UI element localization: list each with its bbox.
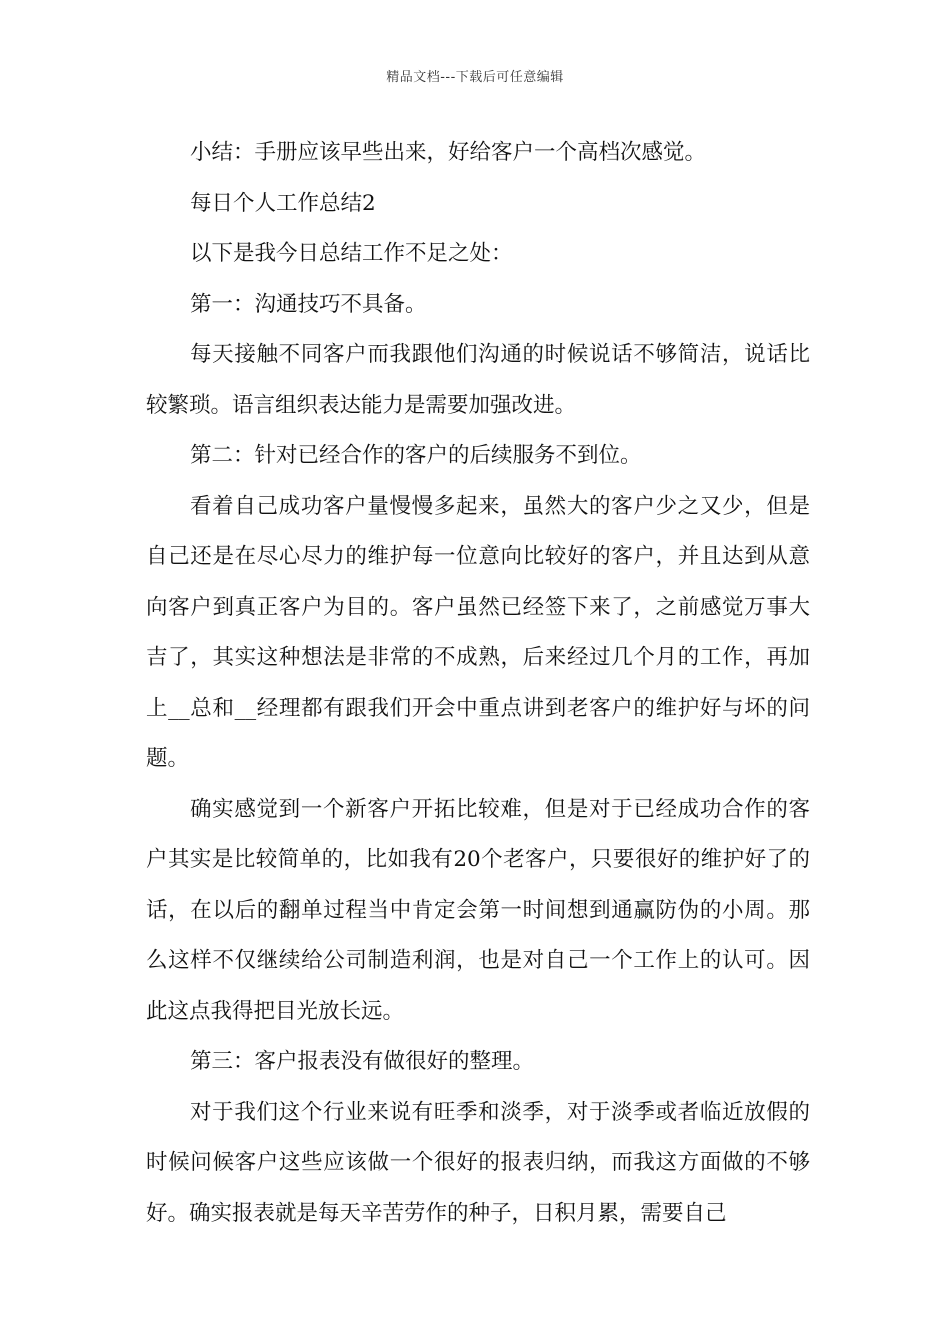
paragraph-intro: 以下是我今日总结工作不足之处： <box>190 241 513 266</box>
paragraph-summary: 小结：手册应该早些出来，好给客户一个高档次感觉。 <box>190 140 707 165</box>
paragraph-point-3: 第三：客户报表没有做很好的整理。 <box>190 1049 535 1074</box>
paragraph-body-4: 对于我们这个行业来说有旺季和淡季，对于淡季或者临近放假的时候问候客户这些应该做一个很好的报表归纳，而我这方面做的不够好。确实报表就是每天辛苦劳作的种子，日积月累，需要自己 <box>146 1099 810 1226</box>
paragraph-body-3: 确实感觉到一个新客户开拓比较难，但是对于已经成功合作的客户其实是比较简单的，比如我有20个老客户，只要很好的维护好了的话，在以后的翻单过程当中肯定会第一时间想到通赢防伪的小周。那么这样不仅继续给公司制造利润，也是对自己一个工作上的认可。因此这点我得把目光放长远。 <box>146 796 810 1024</box>
paragraph-point-2: 第二：针对已经合作的客户的后续服务不到位。 <box>190 443 642 468</box>
paragraph-point-1: 第一：沟通技巧不具备。 <box>190 291 427 317</box>
paragraph-body-2: 看着自己成功客户量慢慢多起来，虽然大的客户少之又少，但是自己还是在尽心尽力的维护每一位意向比较好的客户，并且达到从意向客户到真正客户为目的。客户虽然已经签下来了，之前感觉万事大吉了，其实这种想法是非常的不成熟，后来经过几个月的工作，再加上__总和__经理都有跟我们开会中重点讲到老客户的维护好与坏的问题。 <box>146 493 810 771</box>
page-header: 精品文档---下载后可任意编辑 <box>386 70 564 85</box>
document-body <box>146 128 810 1239</box>
paragraph-body-1: 每天接触不同客户而我跟他们沟通的时候说话不够简洁，说话比较繁琐。语言组织表达能力是需要加强改进。 <box>146 342 810 418</box>
paragraph-title: 每日个人工作总结2 <box>190 190 376 216</box>
